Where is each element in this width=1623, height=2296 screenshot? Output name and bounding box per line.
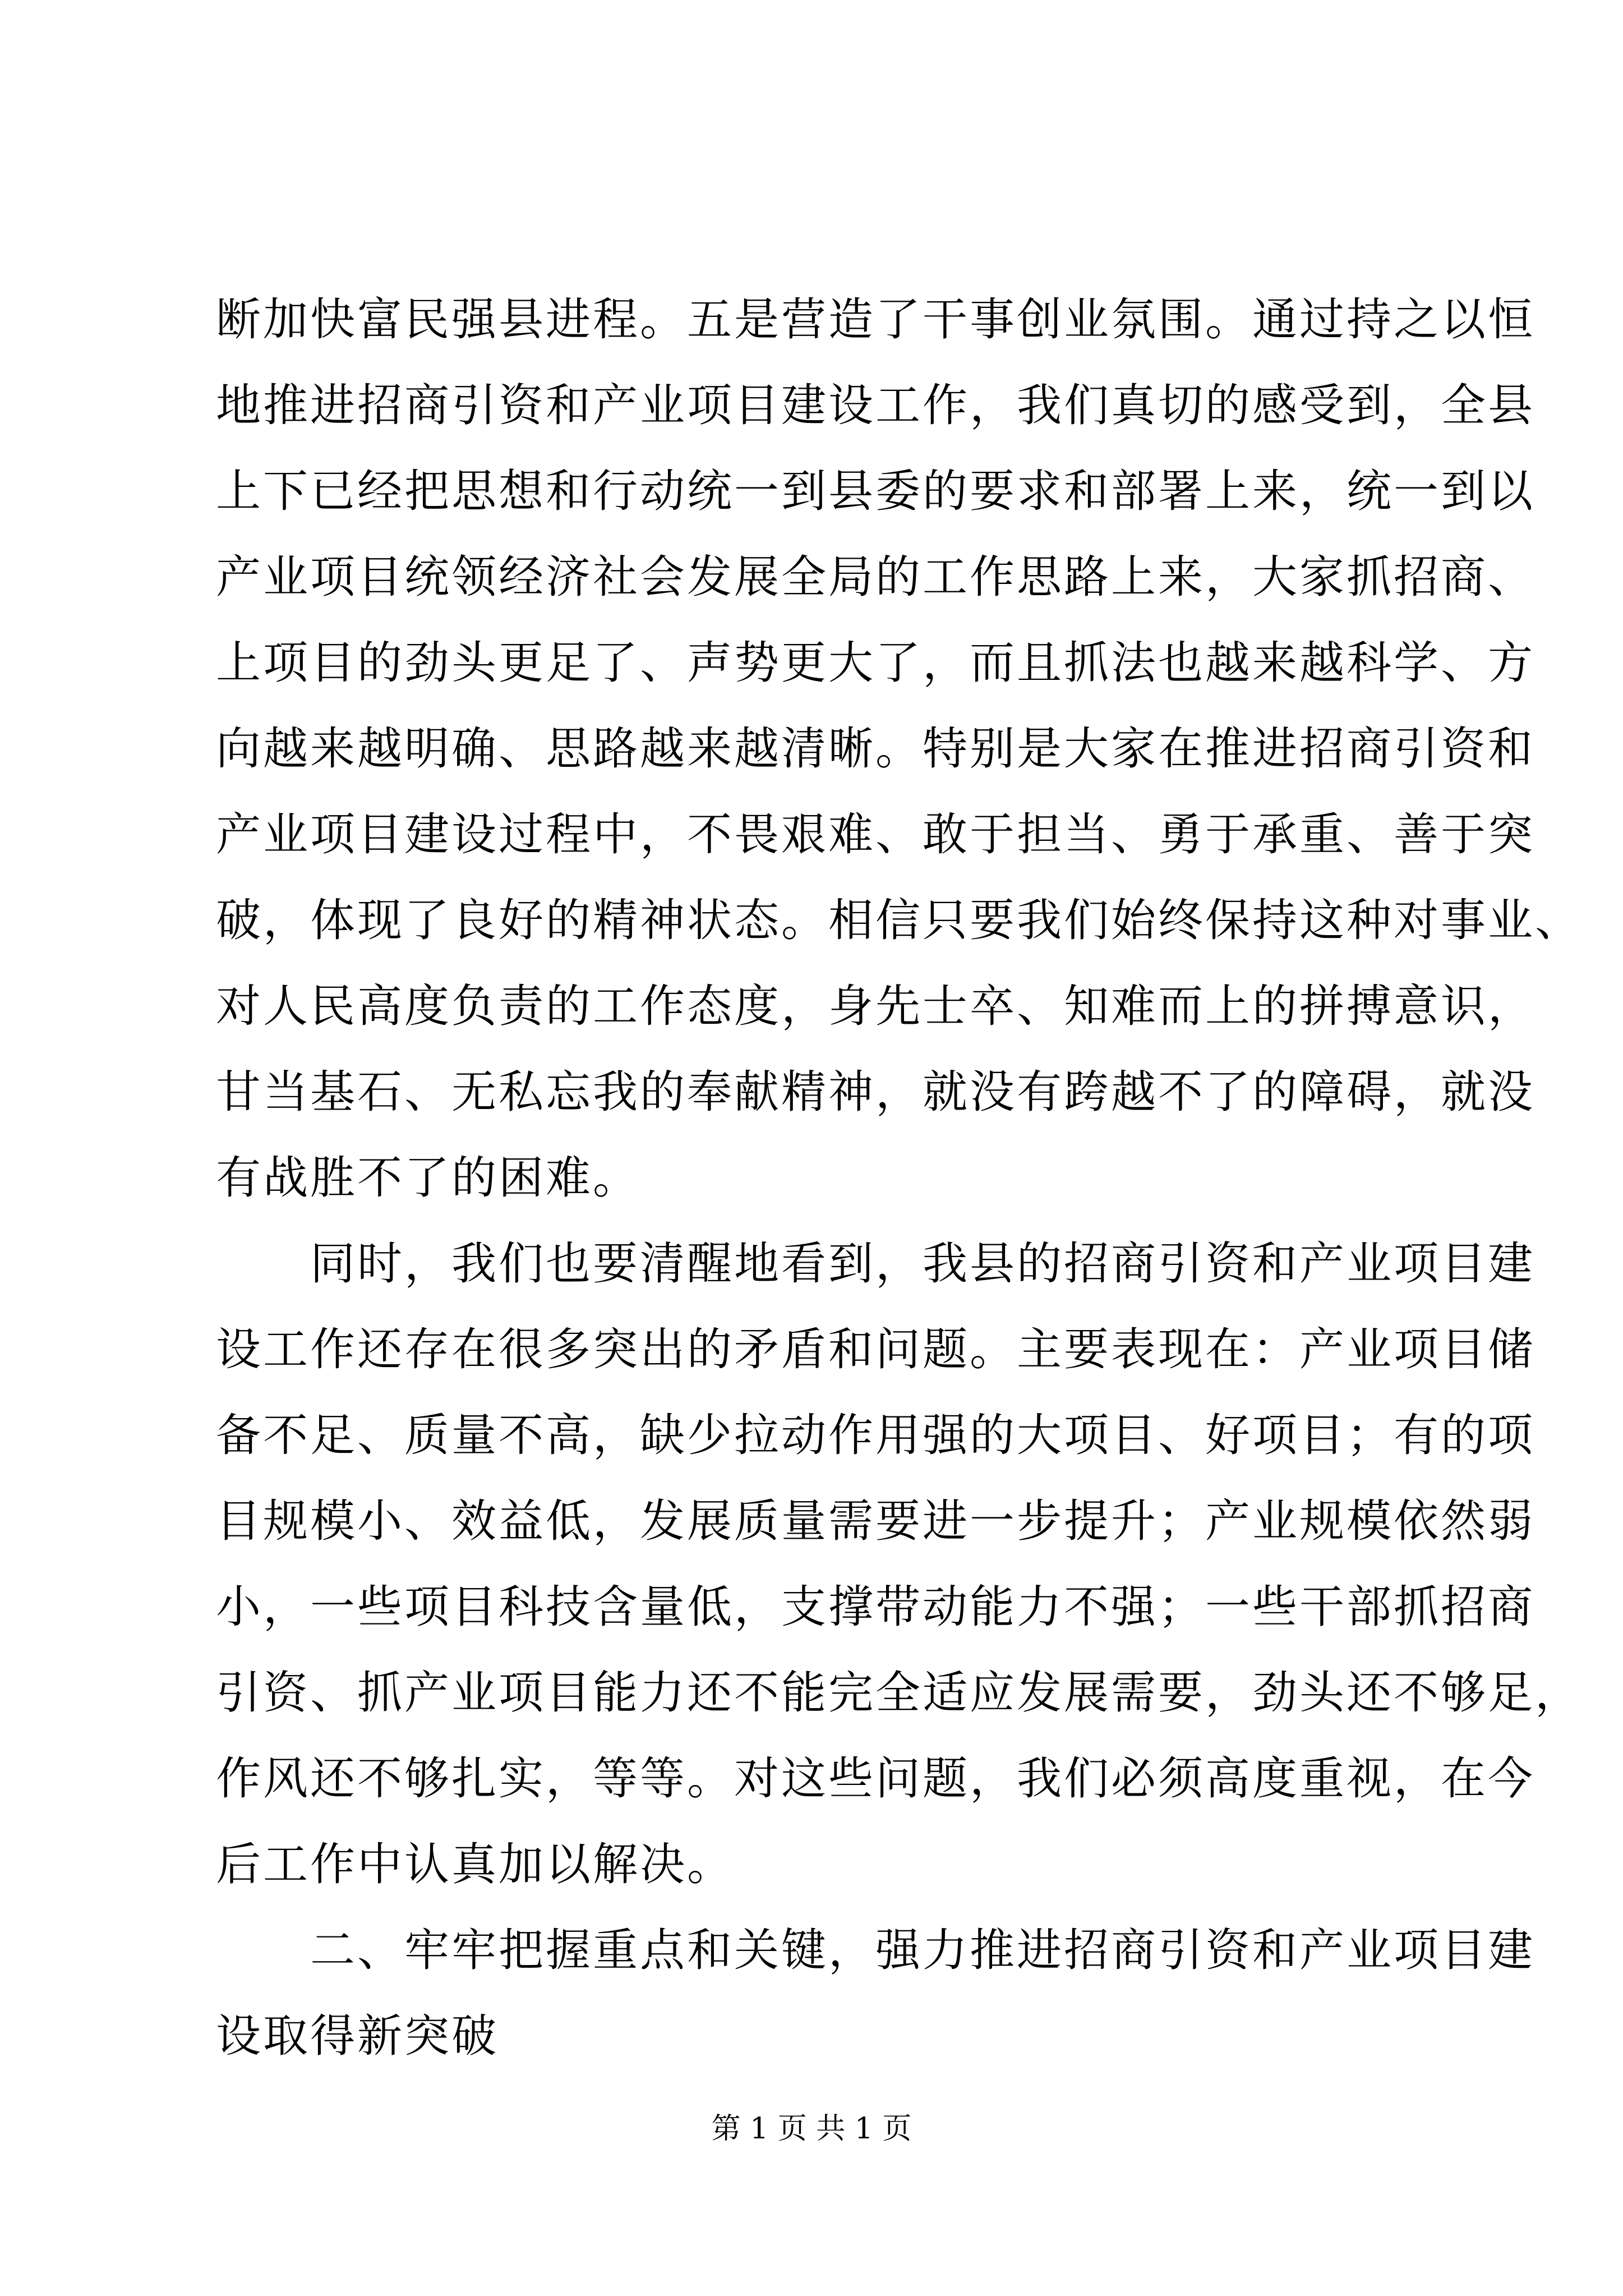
body-text-line: 备不足、质量不高，缺少拉动作用强的大项目、好项目；有的项 bbox=[216, 1409, 1535, 1461]
body-text-line: 引资、抓产业项目能力还不能完全适应发展需要，劲头还不够足， bbox=[216, 1667, 1582, 1719]
body-text-line: 目规模小、效益低，发展质量需要进一步提升；产业规模依然弱 bbox=[216, 1495, 1535, 1547]
body-text-line: 断加快富民强县进程。五是营造了干事创业氛围。通过持之以恒 bbox=[216, 293, 1535, 346]
body-text-line: 小，一些项目科技含量低，支撑带动能力不强；一些干部抓招商 bbox=[216, 1581, 1535, 1633]
body-text-line: 有战胜不了的困难。 bbox=[216, 1152, 640, 1204]
body-text-line: 同时，我们也要清醒地看到，我县的招商引资和产业项目建 bbox=[216, 1237, 1535, 1290]
page-footer: 第 1 页 共 1 页 bbox=[711, 2112, 912, 2146]
body-text-line: 地推进招商引资和产业项目建设工作，我们真切的感受到，全县 bbox=[216, 379, 1535, 431]
body-text-line: 作风还不够扎实，等等。对这些问题，我们必须高度重视，在今 bbox=[216, 1752, 1535, 1805]
body-text-line: 对人民高度负责的工作态度，身先士卒、知难而上的拼搏意识， bbox=[216, 980, 1535, 1032]
section-heading-line: 设取得新突破 bbox=[216, 2010, 499, 2062]
body-text-line: 甘当基石、无私忘我的奉献精神，就没有跨越不了的障碍，就没 bbox=[216, 1066, 1535, 1118]
section-heading-line: 二、牢牢把握重点和关键，强力推进招商引资和产业项目建 bbox=[216, 1924, 1535, 1976]
body-text-line: 破，体现了良好的精神状态。相信只要我们始终保持这种对事业、 bbox=[216, 894, 1582, 946]
body-text-line: 上项目的劲头更足了、声势更大了，而且抓法也越来越科学、方 bbox=[216, 637, 1535, 689]
body-text-line: 上下已经把思想和行动统一到县委的要求和部署上来，统一到以 bbox=[216, 465, 1535, 517]
body-text-line: 设工作还存在很多突出的矛盾和问题。主要表现在：产业项目储 bbox=[216, 1323, 1535, 1375]
body-text-line: 产业项目统领经济社会发展全局的工作思路上来，大家抓招商、 bbox=[216, 551, 1535, 603]
body-text-line: 产业项目建设过程中，不畏艰难、敢于担当、勇于承重、善于突 bbox=[216, 808, 1535, 861]
body-text-line: 向越来越明确、思路越来越清晰。特别是大家在推进招商引资和 bbox=[216, 723, 1535, 775]
body-text-line: 后工作中认真加以解决。 bbox=[216, 1838, 734, 1890]
